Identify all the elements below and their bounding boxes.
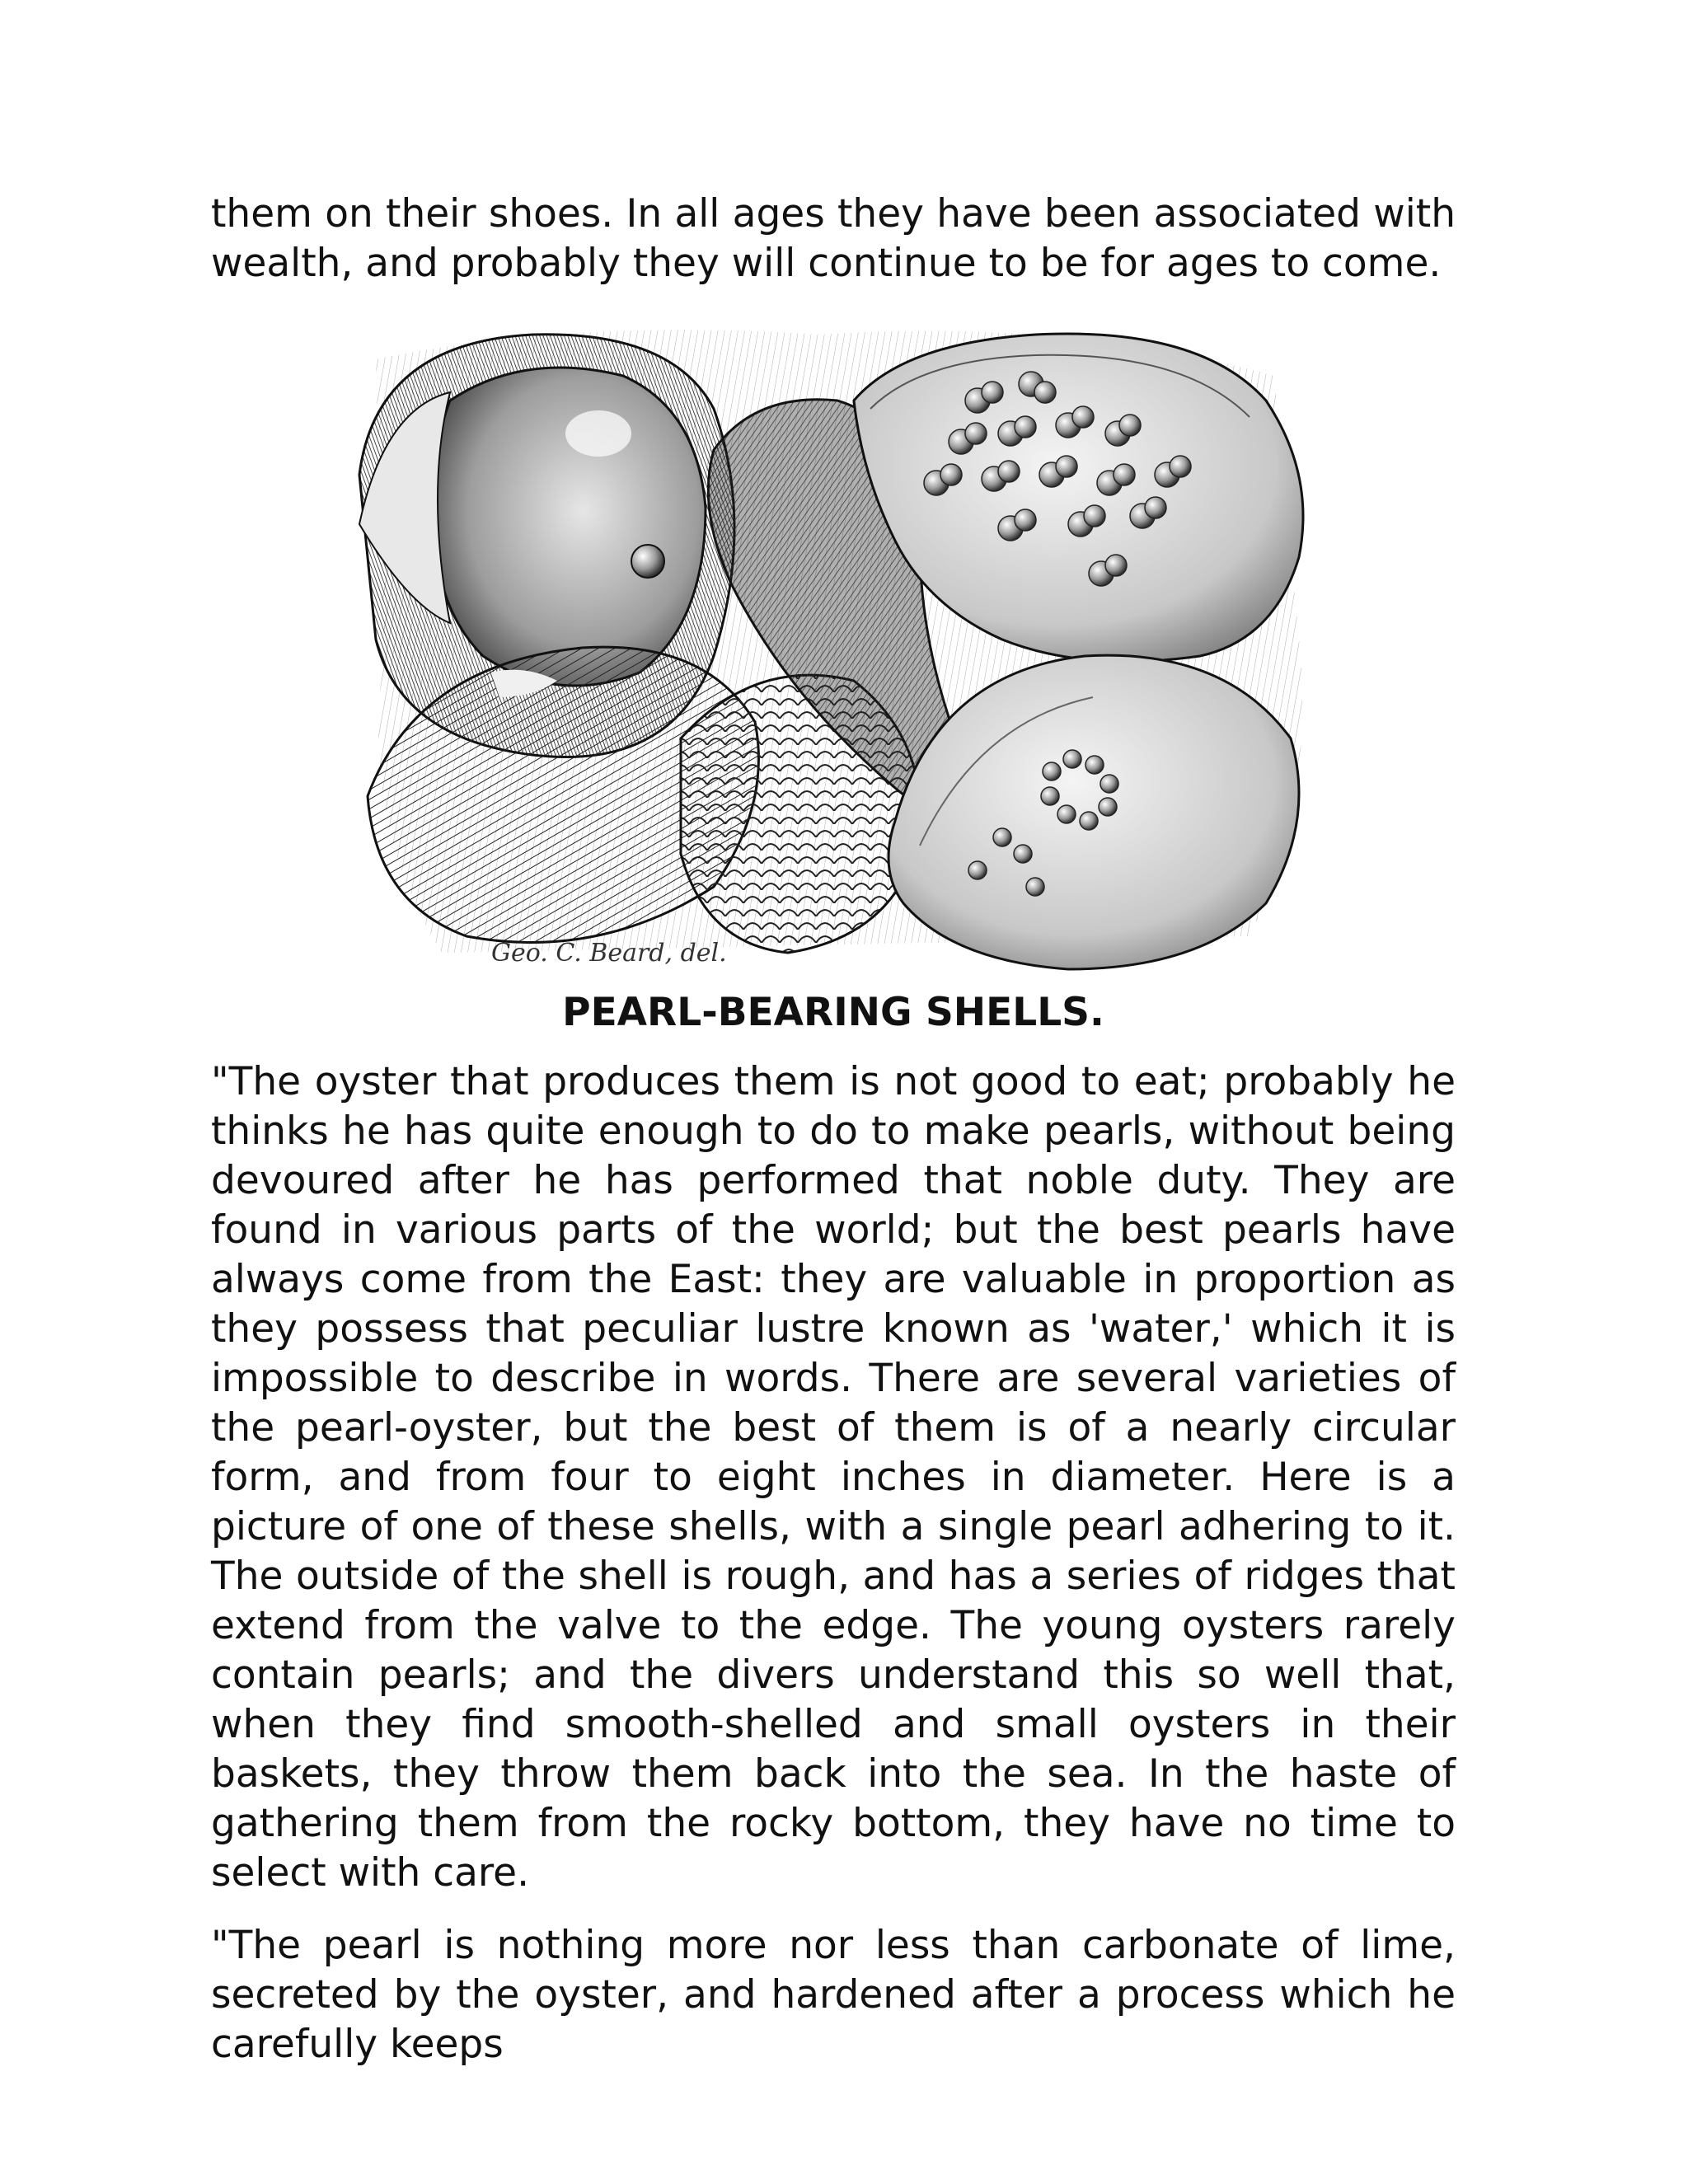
paragraph-top: them on their shoes. In all ages they have been associated with wealth, and probably they will continue to be for ages to come. <box>211 191 1456 286</box>
figure-caption: PEARL-BEARING SHELLS. <box>562 990 1104 1035</box>
paragraph-main: "The oyster that produces them is not good to eat; probably he thinks he has quite enough to do to make pearls, without being devoured after he has performed that noble duty. They are found in various parts of the world; but the best pearls have always come from the East: they are valuable in proportion as they possess that peculiar lustre known as 'water,' which it is impossible to describe in words. There are several varieties of the pearl-oyster, but the best of them is of a nearly circular form, and from four to eight inches in diameter. Here is a picture of one of these shells, with a single pearl adhering to it. The outside of the shell is rough, and has a series of ridges that extend from the valve to the edge. The young oysters rarely contain pearls; and the divers understand this so well that, when they find smooth-shelled and small oysters in their baskets, they throw them back into the sea. In the haste of gathering them from the rocky bottom, they have no time to select with care. <box>211 1059 1456 1896</box>
page-content <box>211 190 1456 2069</box>
engraving-svg <box>326 310 1324 982</box>
paragraph-bottom: "The pearl is nothing more nor less than carbonate of lime, secreted by the oyster, and hardened after a process which he carefully keeps <box>211 1923 1456 2067</box>
engraver-signature: Geo. C. Beard, del. <box>491 939 727 968</box>
pearl-shells-illustration <box>326 310 1324 982</box>
